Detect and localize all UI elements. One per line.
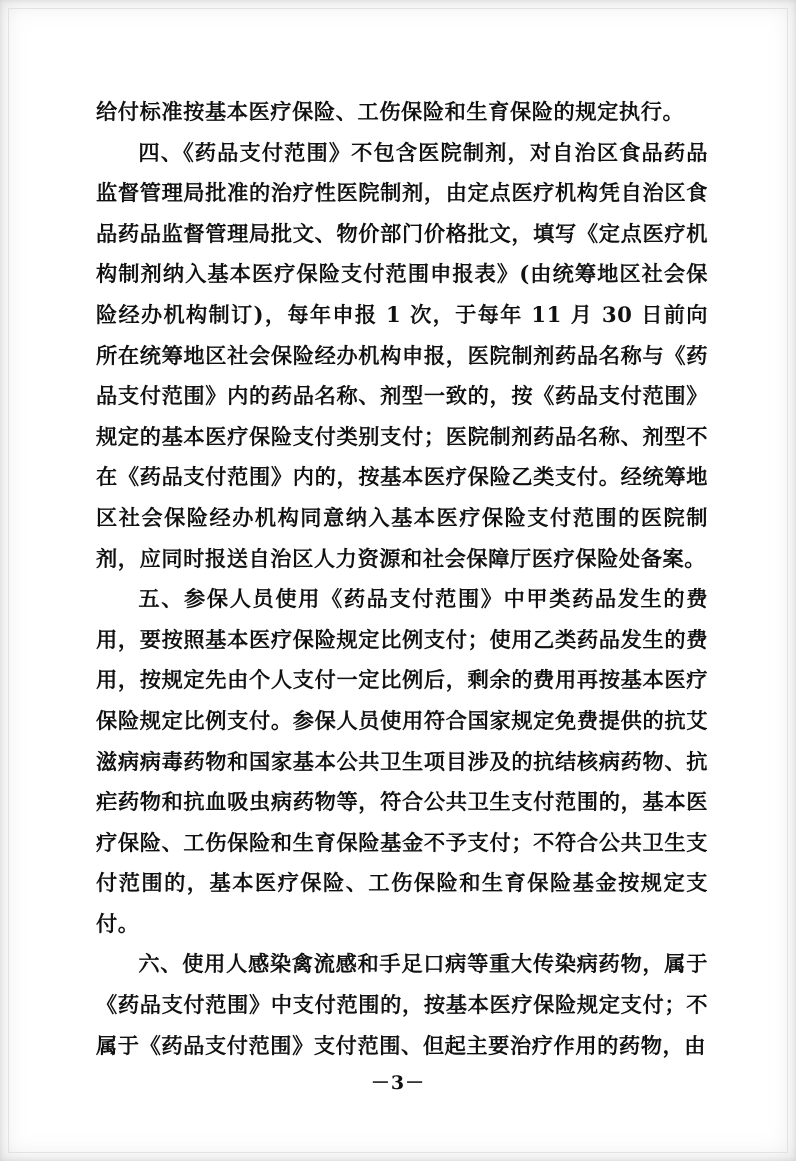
paragraph-item-five: 五、参保人员使用《药品支付范围》中甲类药品发生的费用，要按照基本医疗保险规定比例支付；使用乙类药品发生的费用，按规定先由个人支付一定比例后，剩余的费用再按基本医疗保险规定比例支付。参保人员使用符合国家规定免费提供的抗艾滋病病毒药物和国家基本公共卫生项目涉及的抗结核病药物、抗疟药物和抗血吸虫病药物等，符合公共卫生支付范围的，基本医疗保险、工伤保险和生育保险基金不予支付；不符合公共卫生支付范围的，基本医疗保险、工伤保险和生育保险基金按规定支付。 xyxy=(96,586,708,936)
paragraph-item-six: 六、使用人感染禽流感和手足口病等重大传染病药物，属于《药品支付范围》中支付范围的，按基本医疗保险规定支付；不属于《药品支付范围》支付范围、但起主要治疗作用的药物，由 xyxy=(96,951,708,1058)
paragraph-item-four: 四、《药品支付范围》不包含医院制剂，对自治区食品药品监督管理局批准的治疗性医院制剂，由定点医疗机构凭自治区食品药品监督管理局批文、物价部门价格批文，填写《定点医疗机构制剂纳入基本医疗保险支付范围申报表》(由统筹地区社会保险经办机构制订)，每年申报 1 次，于每年 11 月 30 日前向所在统筹地区社会保险经办机构申报，医院制剂药品名称与《药品支付范围》内的药品名称、剂型一致的，按《药品支付范围》规定的基本医疗保险支付类别支付；医院制剂药品名称、剂型不在《药品支付范围》内的，按基本医疗保险乙类支付。经统筹地区社会保险经办机构同意纳入基本医疗保险支付范围的医院制剂，应同时报送自治区人力资源和社会保障厅医疗保险处备案。 xyxy=(96,139,708,571)
page-body xyxy=(96,92,708,1066)
page-number: －3－ xyxy=(370,1072,426,1094)
paragraph-continuation: 给付标准按基本医疗保险、工伤保险和生育保险的规定执行。 xyxy=(96,99,685,124)
